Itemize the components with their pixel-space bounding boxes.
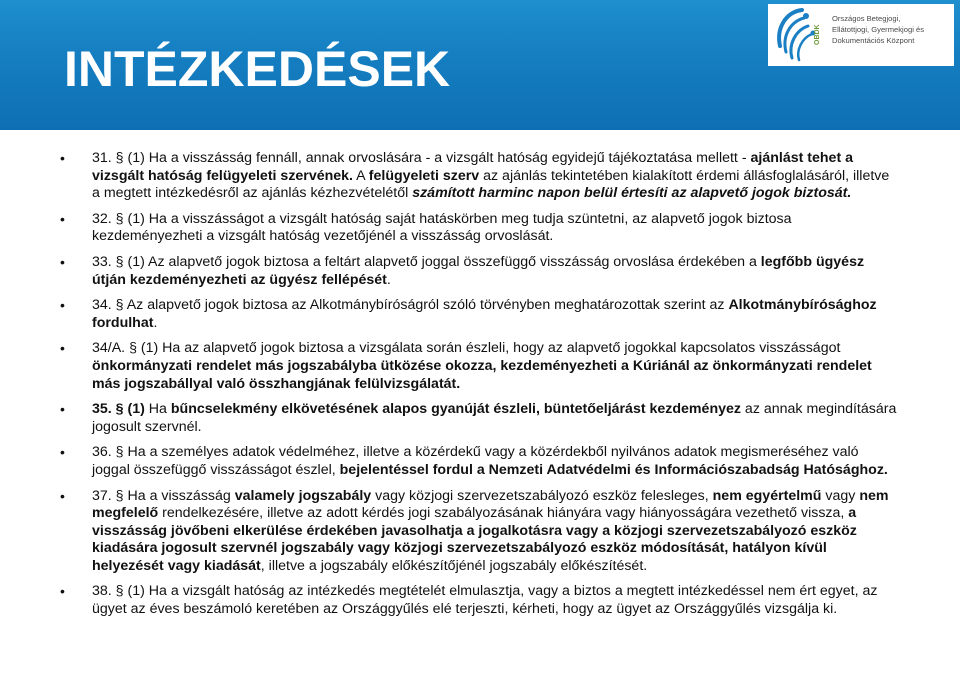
text-segment: rendelkezésére, illetve az adott kérdés jogi szabályozásának hiányára vagy hiányosságára vezethető vissza, <box>158 505 849 522</box>
emphasized-text: nem egyértelmű <box>712 487 822 504</box>
text-segment: 38. § (1) Ha a vizsgált hatóság az intézkedés megtételét elmulasztja, vagy a biztos a megtett intézkedéssel nem ért egyet, az ügyet az éves beszámoló keretében az Országgyűlés elé terjeszti, kérheti, hogy az ügyet az Országgyűlés vizsgálja ki. <box>92 583 878 618</box>
bullet-icon: • <box>60 210 65 227</box>
paragraph-text <box>92 488 900 576</box>
bullet-icon: • <box>60 340 65 357</box>
logo-line: Ellátottjogi, Gyermekjogi és <box>832 25 925 34</box>
text-segment: 31. § (1) Ha a visszásság fennáll, annak orvoslására - a vizsgált hatóság egyidejű tájékoztatása mellett - <box>92 150 751 166</box>
text-segment: . <box>386 271 391 288</box>
text-segment: 36. § Ha a személyes adatok védelméhez, illetve a közérdekű vagy a közérdekből nyilvános adatok megismeréséhez való joggal összefüggő visszásságot észlel, <box>92 444 859 478</box>
text-segment: az annak megindítására jogosult szervnél. <box>92 401 897 435</box>
text-segment: 37. § Ha a visszásság <box>92 487 235 504</box>
paragraph-text <box>92 340 900 393</box>
logo-line: Dokumentációs Központ <box>832 36 915 45</box>
logo-line: Országos Betegjogi, <box>832 14 901 23</box>
emphasized-text: önkormányzati rendelet más jogszabályba ütközése okozza, kezdeményezheti a Kúriánál az önkormányzati rendelet más jogszabállyal való összhangjának felülvizsgálatát. <box>92 357 872 392</box>
text-segment: , illetve a jogszabály előkészítőjénél jogszabály előkészítését. <box>260 557 648 574</box>
page-title: INTÉZKEDÉSEK <box>64 41 451 97</box>
text-segment: az ajánlás tekintetében kialakított érdemi állásfoglalásáról, illetve a megtett intézkedésről az ajánlás kézhezvételétől <box>92 167 890 202</box>
list-item <box>60 297 900 332</box>
emphasized-text: Alkotmánybírósághoz fordulhat <box>92 297 877 331</box>
list-item <box>60 401 900 436</box>
emphasized-text: ajánlást tehet a vizsgált hatóság felügyeleti szervének. <box>92 150 854 184</box>
bullet-icon: • <box>60 150 65 166</box>
paragraph-text <box>92 254 900 289</box>
bullet-icon: • <box>60 253 65 270</box>
emphasized-text: bejelentéssel fordul a Nemzeti Adatvédelmi és Információszabadság Hatósághoz. <box>339 461 888 478</box>
emphasized-text: bűncselekmény elkövetésének alapos gyanúját észleli, büntetőeljárást kezdeményez <box>170 401 741 418</box>
text-segment: 33. § (1) Az alapvető jogok biztosa a feltárt alapvető joggal összefüggő visszásság orvoslása érdekében a <box>92 253 761 270</box>
paragraph-text <box>92 583 900 618</box>
bullet-icon: • <box>60 297 65 314</box>
paragraph-text <box>92 444 900 479</box>
logo-vertical-text: OBDK <box>814 24 821 46</box>
header-band <box>0 0 960 130</box>
paragraph-text <box>92 150 900 203</box>
bullet-icon: • <box>60 487 65 504</box>
list-item <box>60 340 900 393</box>
bullet-icon: • <box>60 583 65 600</box>
organization-logo <box>768 4 954 66</box>
list-item <box>60 444 900 479</box>
text-segment: A <box>353 167 369 184</box>
bullet-icon: • <box>60 401 65 418</box>
text-segment: vagy <box>821 487 860 504</box>
logo-text <box>832 13 954 46</box>
emphasized-text: felügyeleti szerv <box>368 167 480 184</box>
paragraph-text <box>92 297 900 332</box>
text-segment: 34/A. § (1) Ha az alapvető jogok biztosa a vizsgálata során észleli, hogy az alapvető jogokkal kapcsolatos visszásságot <box>92 340 841 357</box>
emphasized-text: valamely jogszabály <box>234 487 372 504</box>
paragraph-text <box>92 401 900 436</box>
text-segment: . <box>153 314 158 331</box>
emphasized-text: számított harminc napon belül értesíti az alapvető jogok biztosát. <box>412 185 852 202</box>
list-item <box>60 488 900 576</box>
bullet-icon: • <box>60 444 65 461</box>
measures-list <box>60 150 900 627</box>
text-segment: vagy közjogi szervezetszabályozó eszköz felesleges, <box>371 487 713 504</box>
list-item <box>60 150 900 203</box>
emphasized-text: legfőbb ügyész útján kezdeményezheti az ügyész fellépését <box>92 253 865 288</box>
list-item <box>60 583 900 618</box>
list-item <box>60 254 900 289</box>
text-segment: 34. § Az alapvető jogok biztosa az Alkotmánybíróságról szóló törvényben meghatározottak szerint az <box>92 297 729 314</box>
emphasized-text: 35. § (1) <box>92 401 145 418</box>
emphasized-text: nem megfelelő <box>92 487 889 522</box>
emphasized-text: a visszásság jövőbeni elkerülése érdekében javasolhatja a jogalkotásra vagy a közjogi szervezetszabályozó eszköz kiadására jogosult szervnél jogszabály vagy közjogi szervezetszabályozó eszköz módosítását, hatályon kívül helyezését vagy kiadását <box>92 505 857 574</box>
text-segment: 32. § (1) Ha a visszásságot a vizsgált hatóság saját hatáskörben meg tudja szüntetni, az alapvető jogok biztosa kezdeményezheti a vizsgált hatóság vezetőjénél a visszásság orvoslását. <box>92 210 792 245</box>
paragraph-text <box>92 211 900 246</box>
list-item <box>60 211 900 246</box>
text-segment: Ha <box>144 401 171 418</box>
